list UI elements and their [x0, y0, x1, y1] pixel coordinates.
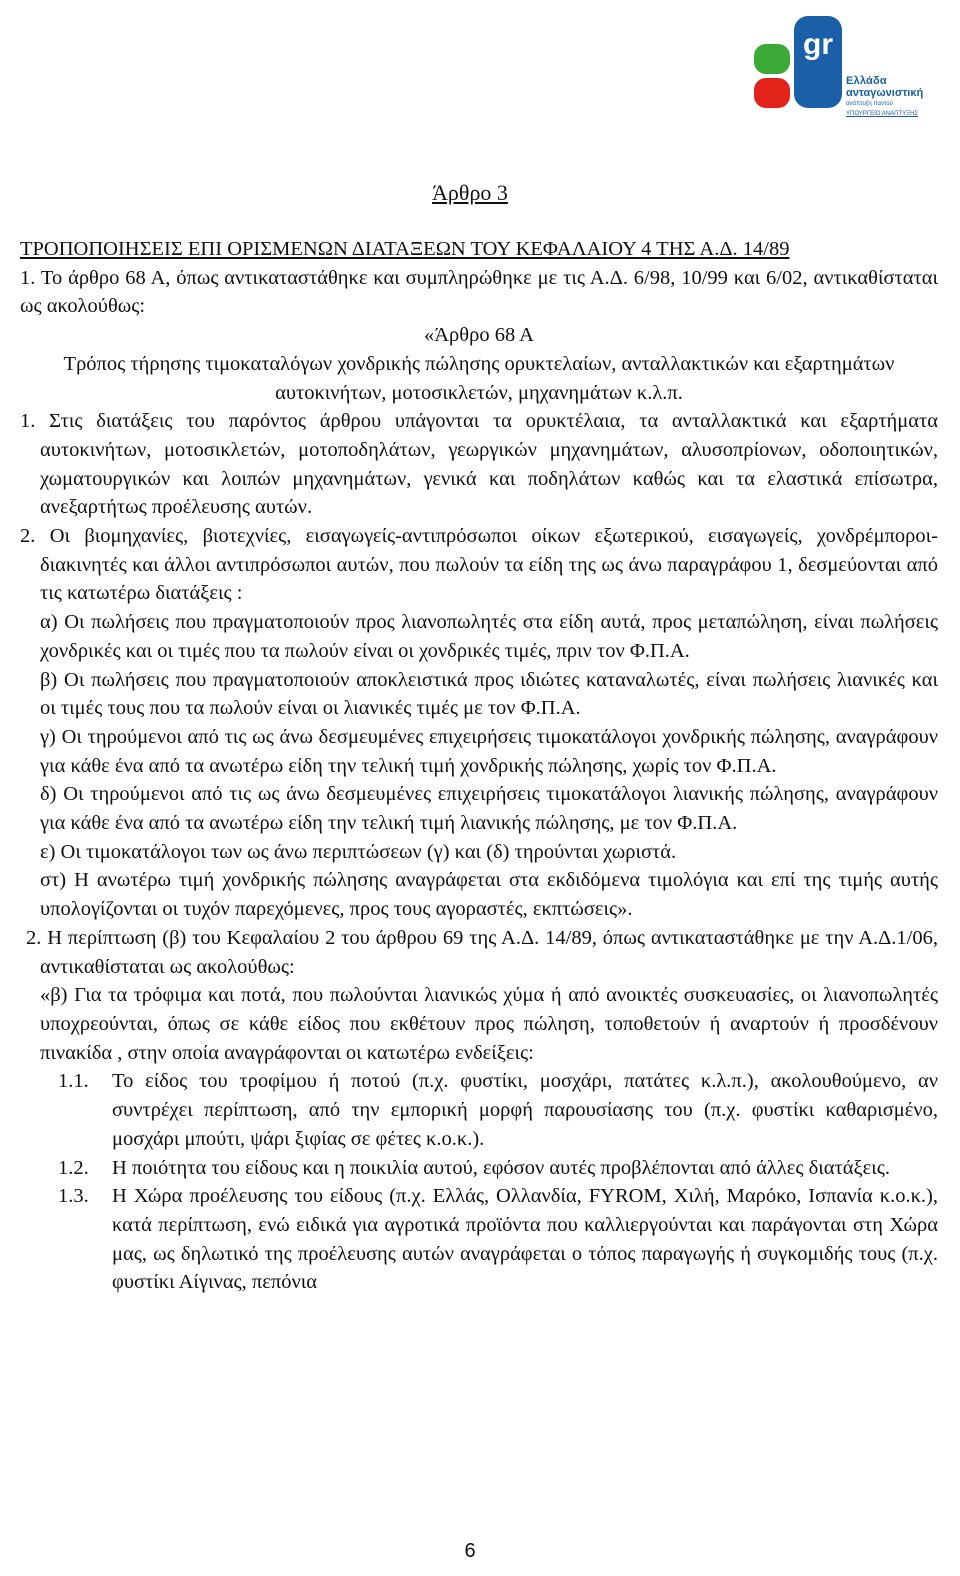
sub-item-a: α) Οι πωλήσεις που πραγματοποιούν προς λιανοπωλητές στα είδη αυτά, προς μεταπώληση, είναι πωλήσεις χονδρικές και οι τιμές που τα πωλούν είναι οι χονδρικές τιμές, πριν τον Φ.Π.Α.: [40, 611, 938, 662]
section-heading: ΤΡΟΠΟΠΟΙΗΣΕΙΣ ΕΠΙ ΟΡΙΣΜΕΝΩΝ ΔΙΑΤΑΞΕΩΝ ΤΟΥ ΚΕΦΑΛΑΙΟΥ 4 ΤΗΣ Α.Δ. 14/89: [20, 238, 790, 260]
numbered-item-text: Το είδος του τροφίμου ή ποτού (π.χ. φυστίκι, μοσχάρι, πατάτες κ.λ.π.), ακολουθούμενο, αν συντρέχει περίπτωση, από την εμπορική μορφή παρουσίασης του (π.χ. φυστίκι καθαρισμένο, μοσχάρι μπούτι, ψάρι ξιφίας σε φέτες κ.ο.κ.).: [112, 1070, 938, 1150]
logo-mark-text: gr: [803, 28, 833, 61]
numbered-item-number: 1.3.: [58, 1185, 89, 1208]
ministry-logo: [750, 12, 946, 122]
sub-item-f: στ) Η ανωτέρω τιμή χονδρικής πώλησης αναγράφεται στα εκδιδόμενα τιμολόγια και επί της τιμής αυτής υπολογίζονται οι τυχόν παρεχόμενες, προς τους αγοραστές, εκπτώσεις».: [40, 869, 938, 921]
quote-title: «Άρθρο 68 Α: [423, 324, 534, 347]
article-title: Άρθρο 3: [432, 180, 508, 205]
paragraph-1: 1. Το άρθρο 68 Α, όπως αντικαταστάθηκε και συμπληρώθηκε με τις Α.Δ. 6/98, 10/99 και 6/02, αντικαθίσταται ως ακολούθως:: [20, 266, 938, 318]
sub-item-d: δ) Οι τηρούμενοι από τις ως άνω δεσμευμένες επιχειρήσεις τιμοκατάλογοι λιανικής πώλησης, αναγράφουν για κάθε ένα από τα ανωτέρω είδη την τελική τιμή λιανικής πώλησης, με τον Φ.Π.Α.: [40, 783, 938, 835]
numbered-item-number: 1.2.: [58, 1156, 89, 1179]
list-item-1: 1. Στις διατάξεις του παρόντος άρθρου υπάγονται τα ορυκτέλαια, τα ανταλλακτικά και εξαρτήματα αυτοκινήτων, μοτοσικλετών, μοτοποδηλάτων, γεωργικών μηχανημάτων, αλυσοπρίονων, οδοποιητικών, χωματουργικών και λοιπών μηχανημάτων, γενικά και ποδηλάτων καθώς και τα ελαστικά επίσωτρα, ανεξαρτήτως προέλευσης αυτών.: [20, 410, 938, 519]
logo-line-2: ανταγωνιστική: [846, 86, 924, 99]
page-number: 6: [464, 1540, 476, 1562]
sub-item-c: γ) Οι τηρούμενοι από τις ως άνω δεσμευμένες επιχειρήσεις τιμοκατάλογοι χονδρικής πώλησης, αναγράφουν για κάθε ένα από τα ανωτέρω είδη την τελική τιμή χονδρικής πώλησης, χωρίς τον Φ.Π.Α.: [40, 725, 938, 777]
numbered-item-number: 1.1.: [58, 1070, 89, 1093]
numbered-item-text: Η ποιότητα του είδους και η ποικιλία αυτού, εφόσον αυτές προβλέπονται από άλλες διατάξεις.: [112, 1156, 890, 1179]
numbered-item: [20, 1154, 938, 1183]
logo-line-1: Ελλάδα: [846, 75, 887, 87]
logo-line-3: ανάπτυξη παντού: [846, 101, 893, 108]
document-body: [20, 235, 938, 1297]
numbered-item-text: Η Χώρα προέλευσης του είδους (π.χ. Ελλάς, Ολλανδία, FYROM, Χιλή, Μαρόκο, Ισπανία κ.ο.κ.), κατά περίπτωση, ενώ ειδικά για αγροτικά προϊόντα που καλλιεργούνται και παράγονται στη Χώρα μας, ως δηλωτικό της προέλευσης αυτών αναγράφεται ο τόπος παραγωγής ή συγκομιδής τους (π.χ. φυστίκι Αίγινας, πεπόνια: [112, 1185, 938, 1294]
list-item-2: 2. Οι βιομηχανίες, βιοτεχνίες, εισαγωγείς-αντιπρόσωποι οίκων εξωτερικού, εισαγωγείς, χονδρέμποροι-διακινητές και άλλοι αντιπρόσωποι αυτών, που πωλούν τα είδη της ως άνω παραγράφου 1, δεσμεύονται από τις κατωτέρω διατάξεις :: [20, 525, 938, 605]
paragraph-2: 2. Η περίπτωση (β) του Κεφαλαίου 2 του άρθρου 69 της Α.Δ. 14/89, όπως αντικαταστάθηκε με την Α.Δ.1/06, αντικαθίσταται ως ακολούθως:: [26, 926, 938, 978]
logo-line-4: ΥΠΟΥΡΓΕΙΟ ΑΝΑΠΤΥΞΗΣ: [846, 111, 919, 118]
numbered-item: [20, 1067, 938, 1153]
sub-item-b: β) Οι πωλήσεις που πραγματοποιούν αποκλειστικά προς ιδιώτες καταναλωτές, είναι πωλήσεις λιανικές και οι τιμές τους που τα πωλούν είναι οι λιανικές τιμές με τον Φ.Π.Α.: [40, 668, 938, 720]
numbered-item: [20, 1182, 938, 1297]
paragraph-2-quote: «β) Για τα τρόφιμα και ποτά, που πωλούνται λιανικώς χύμα ή από ανοικτές συσκευασίες, οι λιανοπωλητές υποχρεούνται, όπως σε κάθε είδος που εκθέτουν προς πώληση, τοποθετούν ή αναρτούν ή προσδένουν πινακίδα , στην οποία αναγράφονται οι κατωτέρω ενδείξεις:: [40, 984, 938, 1064]
sub-item-e: ε) Οι τιμοκατάλογοι των ως άνω περιπτώσεων (γ) και (δ) τηρούνται χωριστά.: [40, 840, 677, 863]
quote-subtitle: Τρόπος τήρησης τιμοκαταλόγων χονδρικής πώλησης ορυκτελαίων, ανταλλακτικών και εξαρτημάτων αυτοκινήτων, μοτοσικλετών, μηχανημάτων κ.λ.π.: [63, 352, 895, 404]
